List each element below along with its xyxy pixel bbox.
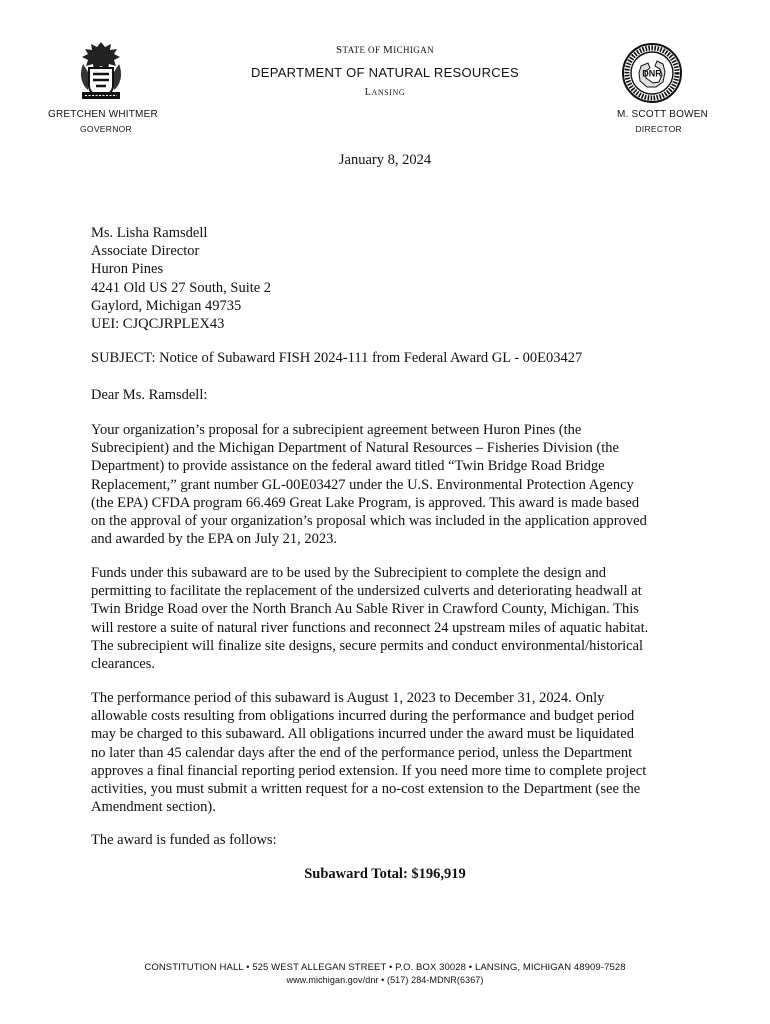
paragraph-line: The performance period of this subaward is August 1, 2023 to December 31, 2024. Only	[91, 690, 605, 706]
paragraph-funds	[91, 564, 681, 673]
paragraph-line: will restore a suite of natural river functions and reconnect 24 upstream miles of aquatic habitat.	[91, 619, 649, 636]
paragraph-line: Department) to provide assistance on the federal award titled “Twin Bridge Road Bridge	[91, 458, 605, 475]
paragraph-performance-period	[91, 689, 681, 816]
city-heading: LANSING	[364, 87, 406, 98]
paragraph-line: Replacement,” grant number GL-00E03427 under the U.S. Environmental Protection Agency	[91, 476, 634, 493]
address-line: Gaylord, Michigan 49735	[91, 297, 242, 314]
department-heading: DEPARTMENT OF NATURAL RESOURCES	[251, 65, 519, 80]
funded-intro: The award is funded as follows:	[91, 832, 277, 848]
paragraph-line: permitting to facilitate the replacement of the undersized culverts and deteriorating headwall at	[91, 583, 642, 600]
governor-name: GRETCHEN WHITMER	[48, 109, 158, 120]
paragraph-line: may be charged to this subaward. All obligations incurred under the award must be liquidated	[91, 726, 634, 743]
footer-address: CONSTITUTION HALL • 525 WEST ALLEGAN STREET • P.O. BOX 30028 • LANSING, MICHIGAN 48909-7528	[144, 962, 626, 973]
paragraph-line: Subrecipient) and the Michigan Department of Natural Resources – Fisheries Division (the	[91, 440, 619, 457]
paragraph-proposal	[91, 421, 681, 548]
subaward-total: Subaward Total: $196,919	[304, 866, 466, 882]
paragraph-line: Funds under this subaward are to be used by the Subrecipient to complete the design and	[91, 565, 607, 581]
paragraph-line: on the approval of your organization’s proposal which was included in the application approved	[91, 512, 647, 529]
dnr-seal-text: DNR	[642, 68, 662, 79]
paragraph-line: allowable costs resulting from obligations incurred during the performance and budget period	[91, 708, 635, 725]
director-name: M. SCOTT BOWEN	[617, 109, 708, 120]
recipient-address	[91, 224, 271, 333]
salutation: Dear Ms. Ramsdell:	[91, 387, 208, 403]
governor-title: GOVERNOR	[80, 124, 132, 134]
paragraph-line: Your organization’s proposal for a subrecipient agreement between Huron Pines (the	[91, 422, 582, 438]
paragraph-line: Twin Bridge Road over the North Branch Au Sable River in Crawford County, Michigan. This	[91, 601, 639, 618]
paragraph-line: The subrecipient will finalize site designs, secure permits and conduct environmental/historical	[91, 637, 644, 654]
address-line: Huron Pines	[91, 261, 164, 278]
state-heading: STATE OF MICHIGAN	[336, 44, 434, 56]
paragraph-line: (the EPA) CFDA program 66.469 Great Lake Program, is approved. This award is made based	[91, 494, 640, 511]
address-line: 4241 Old US 27 South, Suite 2	[91, 279, 272, 296]
footer-contact: www.michigan.gov/dnr • (517) 284-MDNR(6367)	[286, 975, 484, 985]
paragraph-line: clearances.	[91, 655, 155, 672]
paragraph-line: no later than 45 calendar days after the end of the performance period, unless the Department	[91, 744, 633, 761]
subject-line: SUBJECT: Notice of Subaward FISH 2024-111 from Federal Award GL - 00E03427	[91, 350, 583, 366]
paragraph-line: activities, you must submit a written request for a no-cost extension to the Department (see the	[91, 780, 641, 797]
address-line: Ms. Lisha Ramsdell	[91, 225, 208, 241]
address-line: Associate Director	[91, 243, 200, 260]
director-title: DIRECTOR	[635, 124, 682, 134]
letter-date: January 8, 2024	[338, 152, 432, 168]
paragraph-line: Amendment section).	[91, 799, 216, 816]
paragraph-line: approves a final financial reporting period extension. If you need more time to complete project	[91, 762, 647, 779]
paragraph-line: and awarded by the EPA on July 21, 2023.	[91, 531, 337, 548]
address-line: UEI: CJQCJRPLEX43	[91, 315, 225, 332]
